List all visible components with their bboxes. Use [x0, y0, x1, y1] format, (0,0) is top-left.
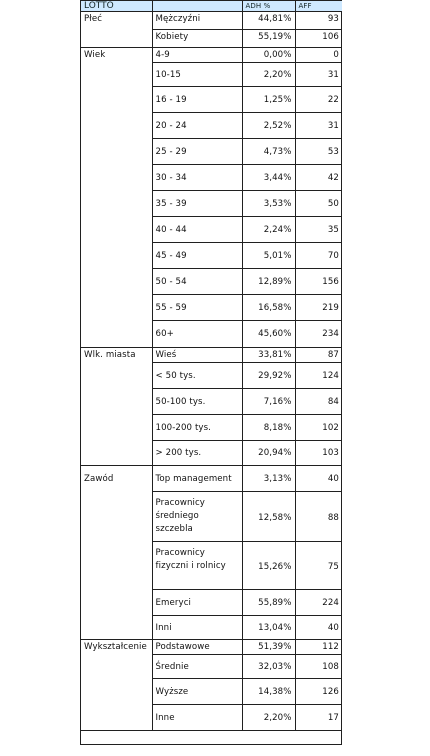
adh-cell: 44,81%: [242, 12, 295, 30]
segment-cell: Inni: [152, 616, 242, 640]
table-row: [81, 63, 342, 87]
aff-cell: 108: [295, 655, 342, 679]
aff-cell: 234: [295, 321, 342, 348]
table-row: [81, 542, 342, 590]
segment-cell: 40 - 44: [152, 217, 242, 243]
aff-cell: 219: [295, 295, 342, 321]
table-body: [81, 12, 342, 731]
adh-cell: 45,60%: [242, 321, 295, 348]
data-sheet: [80, 0, 342, 745]
aff-cell: 88: [295, 492, 342, 542]
table-row: [81, 217, 342, 243]
aff-cell: 0: [295, 48, 342, 63]
category-cell: [81, 655, 152, 679]
adh-cell: 12,89%: [242, 269, 295, 295]
aff-cell: 40: [295, 466, 342, 492]
adh-cell: 3,13%: [242, 466, 295, 492]
segment-cell: 4-9: [152, 48, 242, 63]
aff-cell: 224: [295, 590, 342, 616]
adh-cell: 1,25%: [242, 87, 295, 113]
adh-cell: 2,20%: [242, 63, 295, 87]
blank-header-cell: [152, 1, 242, 12]
table-row: [81, 655, 342, 679]
table-row: [81, 348, 342, 363]
category-cell: [81, 269, 152, 295]
segment-cell: Pracownicy średniego szczebla: [152, 492, 242, 542]
table-row: [81, 139, 342, 165]
aff-cell: 103: [295, 441, 342, 466]
segment-cell: Inne: [152, 705, 242, 731]
adh-cell: 8,18%: [242, 415, 295, 441]
segment-cell: Kobiety: [152, 30, 242, 48]
segment-cell: < 50 tys.: [152, 363, 242, 389]
segment-cell: Podstawowe: [152, 640, 242, 655]
table-row: [81, 363, 342, 389]
adh-cell: 16,58%: [242, 295, 295, 321]
adh-cell: 14,38%: [242, 679, 295, 705]
table-row: [81, 640, 342, 655]
category-cell: [81, 441, 152, 466]
table-row: [81, 48, 342, 63]
segment-cell: Wieś: [152, 348, 242, 363]
table-row: [81, 466, 342, 492]
category-cell: Wiek: [81, 48, 152, 63]
adh-cell: 2,52%: [242, 113, 295, 139]
category-cell: [81, 492, 152, 542]
adh-cell: 0,00%: [242, 48, 295, 63]
category-cell: [81, 139, 152, 165]
table-row: [81, 165, 342, 191]
category-cell: [81, 542, 152, 590]
category-cell: [81, 705, 152, 731]
category-cell: [81, 415, 152, 441]
table-header: [81, 1, 342, 12]
aff-cell: 87: [295, 348, 342, 363]
segment-cell: Wyższe: [152, 679, 242, 705]
table-row: [81, 12, 342, 30]
table-row: [81, 30, 342, 48]
category-cell: Zawód: [81, 466, 152, 492]
table-row: [81, 295, 342, 321]
segment-cell: 30 - 34: [152, 165, 242, 191]
aff-cell: 50: [295, 191, 342, 217]
adh-cell: 3,53%: [242, 191, 295, 217]
segment-cell: Emeryci: [152, 590, 242, 616]
segment-cell: Pracownicy fizyczni i rolnicy: [152, 542, 242, 590]
table-row: [81, 389, 342, 415]
aff-cell: 17: [295, 705, 342, 731]
segment-cell: 10-15: [152, 63, 242, 87]
aff-cell: 31: [295, 63, 342, 87]
segment-cell: 50-100 tys.: [152, 389, 242, 415]
category-cell: [81, 243, 152, 269]
adh-cell: 33,81%: [242, 348, 295, 363]
aff-cell: 53: [295, 139, 342, 165]
adh-cell: 2,20%: [242, 705, 295, 731]
segment-cell: Średnie: [152, 655, 242, 679]
aff-cell: 42: [295, 165, 342, 191]
table-row: [81, 191, 342, 217]
aff-cell: 84: [295, 389, 342, 415]
adh-cell: 32,03%: [242, 655, 295, 679]
adh-column-header: ADH %: [242, 1, 295, 12]
adh-cell: 7,16%: [242, 389, 295, 415]
segment-cell: 50 - 54: [152, 269, 242, 295]
segment-cell: 60+: [152, 321, 242, 348]
segment-cell: 25 - 29: [152, 139, 242, 165]
aff-cell: 124: [295, 363, 342, 389]
table-row: [81, 243, 342, 269]
adh-cell: 15,26%: [242, 542, 295, 590]
segment-cell: 20 - 24: [152, 113, 242, 139]
aff-cell: 106: [295, 30, 342, 48]
table-row: [81, 321, 342, 348]
table-row: [81, 590, 342, 616]
category-cell: [81, 321, 152, 348]
adh-cell: 2,24%: [242, 217, 295, 243]
category-cell: [81, 30, 152, 48]
category-cell: [81, 191, 152, 217]
aff-cell: 75: [295, 542, 342, 590]
category-cell: [81, 295, 152, 321]
adh-cell: 12,58%: [242, 492, 295, 542]
aff-cell: 31: [295, 113, 342, 139]
adh-cell: 4,73%: [242, 139, 295, 165]
adh-cell: 20,94%: [242, 441, 295, 466]
table-row: [81, 87, 342, 113]
aff-cell: 102: [295, 415, 342, 441]
adh-cell: 5,01%: [242, 243, 295, 269]
aff-cell: 93: [295, 12, 342, 30]
table-row: [81, 441, 342, 466]
category-cell: [81, 389, 152, 415]
segment-cell: 16 - 19: [152, 87, 242, 113]
segment-cell: 55 - 59: [152, 295, 242, 321]
segment-cell: Top management: [152, 466, 242, 492]
segment-cell: 35 - 39: [152, 191, 242, 217]
table-row: [81, 679, 342, 705]
aff-cell: 70: [295, 243, 342, 269]
segment-cell: > 200 tys.: [152, 441, 242, 466]
category-cell: Płeć: [81, 12, 152, 30]
aff-cell: 112: [295, 640, 342, 655]
category-cell: [81, 679, 152, 705]
adh-cell: 55,19%: [242, 30, 295, 48]
segment-cell: Mężczyźni: [152, 12, 242, 30]
table-row: [81, 492, 342, 542]
adh-cell: 29,92%: [242, 363, 295, 389]
aff-cell: 126: [295, 679, 342, 705]
adh-cell: 3,44%: [242, 165, 295, 191]
category-cell: Wlk. miasta: [81, 348, 152, 363]
aff-column-header: AFF: [295, 1, 342, 12]
aff-cell: 156: [295, 269, 342, 295]
segment-cell: 45 - 49: [152, 243, 242, 269]
table-row: [81, 113, 342, 139]
table-row: [81, 415, 342, 441]
category-cell: [81, 590, 152, 616]
category-cell: [81, 616, 152, 640]
table-row: [81, 269, 342, 295]
category-cell: [81, 217, 152, 243]
adh-cell: 13,04%: [242, 616, 295, 640]
aff-cell: 35: [295, 217, 342, 243]
adh-cell: 51,39%: [242, 640, 295, 655]
category-cell: [81, 165, 152, 191]
demographics-table: [81, 0, 342, 731]
category-cell: Wykształcenie: [81, 640, 152, 655]
category-cell: [81, 113, 152, 139]
category-cell: [81, 63, 152, 87]
aff-cell: 22: [295, 87, 342, 113]
category-cell: [81, 87, 152, 113]
aff-cell: 40: [295, 616, 342, 640]
adh-cell: 55,89%: [242, 590, 295, 616]
table-row: [81, 616, 342, 640]
table-title: LOTTO: [81, 1, 152, 12]
segment-cell: 100-200 tys.: [152, 415, 242, 441]
table-row: [81, 705, 342, 731]
category-cell: [81, 363, 152, 389]
